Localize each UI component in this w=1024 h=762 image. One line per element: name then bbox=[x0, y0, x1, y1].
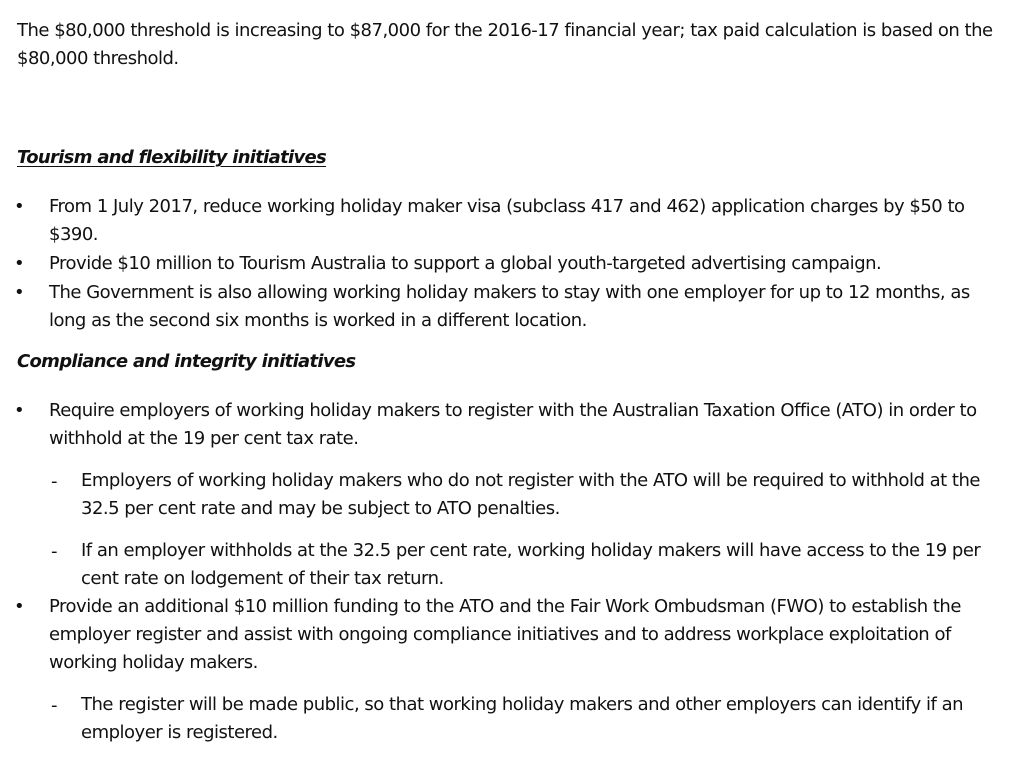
dash-marker: - bbox=[51, 541, 58, 562]
intro-paragraph: The $80,000 threshold is increasing to $87,000 for the 2016-17 financial year; tax paid calculation is based on the $80,000 threshold. bbox=[17, 20, 993, 69]
bullet-marker: • bbox=[14, 196, 25, 217]
compliance-heading: Compliance and integrity initiatives bbox=[17, 351, 356, 372]
compliance-item-2: Provide an additional $10 million funding to the ATO and the Fair Work Ombudsman (FWO) to establish the employer register and assist with ongoing compliance initiatives and to address workplace exploitation of working holiday makers. bbox=[49, 596, 961, 673]
bullet-marker: • bbox=[14, 282, 25, 303]
compliance-subitem-2-1: The register will be made public, so that working holiday makers and other employers can identify if an employer is registered. bbox=[81, 694, 964, 743]
bullet-marker: • bbox=[14, 596, 25, 617]
bullet-marker: • bbox=[14, 253, 25, 274]
tourism-item-1: From 1 July 2017, reduce working holiday maker visa (subclass 417 and 462) application charges by $50 to $390. bbox=[49, 196, 965, 245]
compliance-subitem-1-2: If an employer withholds at the 32.5 per cent rate, working holiday makers will have access to the 19 per cent rate on lodgement of their tax return. bbox=[81, 540, 981, 589]
tourism-item-3: The Government is also allowing working holiday makers to stay with one employer for up to 12 months, as long as the second six months is worked in a different location. bbox=[49, 282, 970, 331]
tourism-heading: Tourism and flexibility initiatives bbox=[17, 147, 327, 168]
compliance-subitem-1-1: Employers of working holiday makers who do not register with the ATO will be required to withhold at the 32.5 per cent rate and may be subject to ATO penalties. bbox=[81, 470, 980, 519]
dash-marker: - bbox=[51, 695, 58, 716]
dash-marker: - bbox=[51, 471, 58, 492]
bullet-marker: • bbox=[14, 400, 25, 421]
tourism-item-2: Provide $10 million to Tourism Australia to support a global youth-targeted advertising campaign. bbox=[49, 253, 882, 274]
compliance-item-1: Require employers of working holiday makers to register with the Australian Taxation Office (ATO) in order to withhold at the 19 per cent tax rate. bbox=[49, 400, 977, 449]
